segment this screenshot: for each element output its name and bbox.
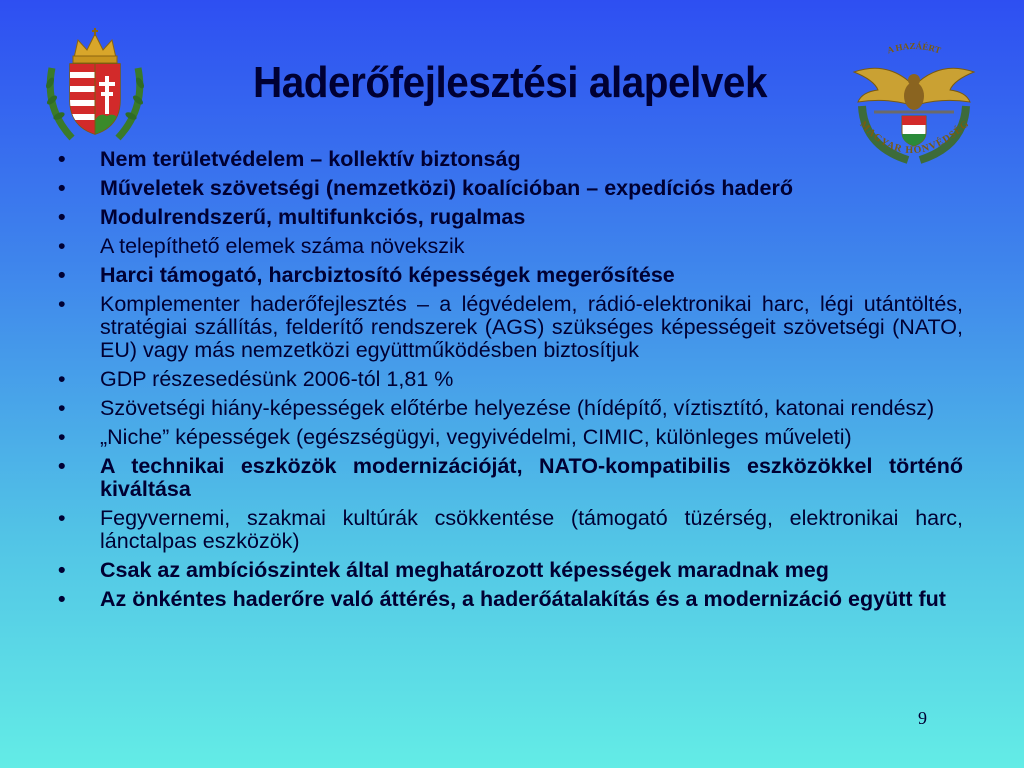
page-number: 9 [918,708,927,728]
svg-text:A HAZÁÉRT [886,41,942,55]
bullet-item: • A technikai eszközök modernizációját, NATO-kompatibilis eszközökkel történő kiváltása [58,455,963,501]
bullet-item: • Modulrendszerű, multifunkciós, rugalmas [58,206,963,229]
emblem-bottom-text: MAGYAR HONVÉDSÉG [857,118,972,157]
emblem-top-text: A HAZÁÉRT [885,40,943,56]
bullet-item: • Az önkéntes haderőre való áttérés, a haderőátalakítás és a modernizáció együtt fut [58,588,963,611]
hungarian-coat-of-arms-icon [42,28,148,146]
bullet-item: • Komplementer haderőfejlesztés – a légvédelem, rádió-elektronikai harc, légi utántöltés, stratégiai szállítás, felderítő rendszerek (AGS) szükséges képességeit szövetségi (NATO, EU) vagy más nemzetközi együttműködésben biztosítjuk [58,293,963,362]
bullet-list [58,148,963,617]
bullet-item: • Harci támogató, harcbiztosító képességek megerősítése [58,264,963,287]
slide-title: Haderőfejlesztési alapelvek [252,58,768,107]
bullet-item: • Csak az ambíciószintek által meghatározott képességek maradnak meg [58,559,963,582]
bullet-item: • Fegyvernemi, szakmai kultúrák csökkentése (támogató tüzérség, elektronikai harc, lánctalpas eszközök) [58,507,963,553]
bullet-item: • GDP részesedésünk 2006-tól 1,81 % [58,368,963,391]
bullet-item: • Nem területvédelem – kollektív biztonság [58,148,963,171]
bullet-item: • A telepíthető elemek száma növekszik [58,235,963,258]
bullet-item: • Szövetségi hiány-képességek előtérbe helyezése (hídépítő, víztisztító, katonai rendész) [58,397,963,420]
bullet-item: • Műveletek szövetségi (nemzetközi) koalícióban – expedíciós haderő [58,177,963,200]
bullet-item: • „Niche” képességek (egészségügyi, vegyivédelmi, CIMIC, különleges műveleti) [58,426,963,449]
